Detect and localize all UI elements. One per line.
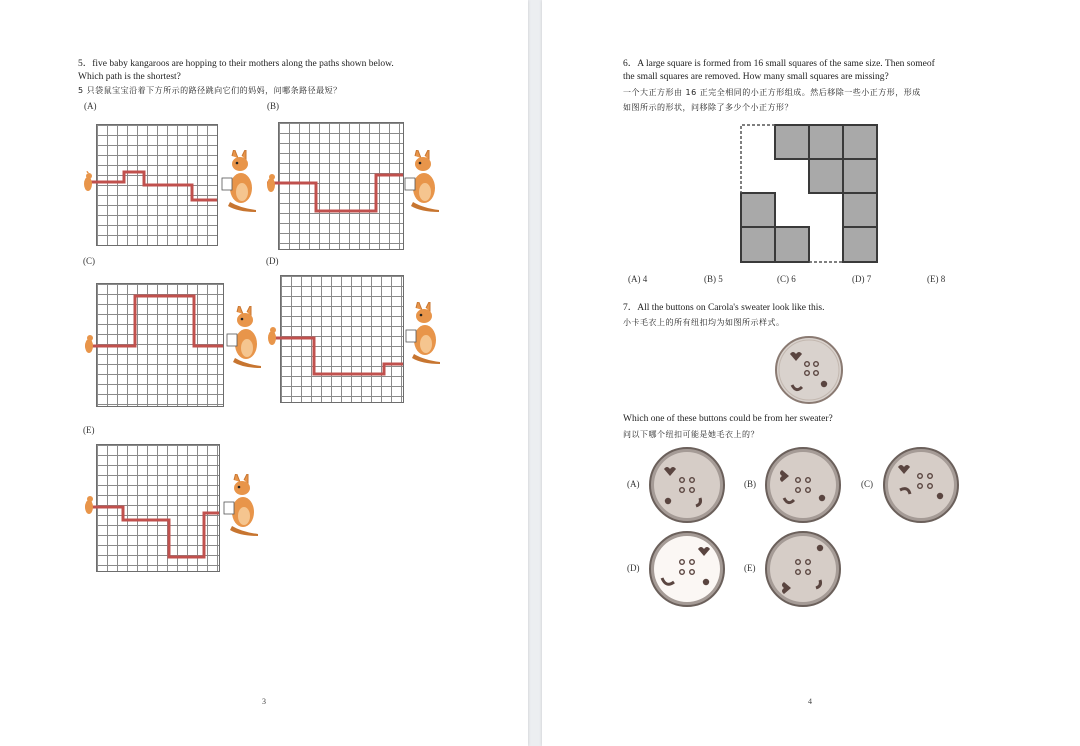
q6-option-d: (D) 7 <box>852 274 872 284</box>
button-c-icon[interactable] <box>882 446 960 524</box>
mother-kangaroo-icon <box>404 302 444 366</box>
q6-text-line2: the small squares are removed. How many small squares are missing? <box>623 72 889 82</box>
page-3 <box>0 0 528 746</box>
grid-b <box>278 122 404 250</box>
q7-option-label-e: (E) <box>744 563 756 573</box>
mother-kangaroo-icon <box>220 150 260 214</box>
mother-kangaroo-icon <box>222 474 262 538</box>
q7-text-line2: Which one of these buttons could be from her sweater? <box>623 414 833 424</box>
baby-kangaroo-icon <box>82 494 96 516</box>
page-number: 3 <box>262 697 266 706</box>
q7-text-line1: 7．All the buttons on Carola's sweater look like this. <box>623 303 825 313</box>
baby-kangaroo-icon <box>81 171 95 193</box>
q6-square-figure <box>736 122 886 268</box>
option-label-d: (D) <box>266 256 279 266</box>
q7-option-label-d: (D) <box>627 563 640 573</box>
baby-kangaroo-icon <box>265 325 279 347</box>
grid-c <box>96 283 224 407</box>
page-4 <box>542 0 1080 746</box>
mother-kangaroo-icon <box>403 150 443 214</box>
path-a <box>97 125 217 245</box>
option-label-a: (A) <box>84 101 97 111</box>
option-label-c: (C) <box>83 256 95 266</box>
grid-d <box>280 275 404 403</box>
baby-kangaroo-icon <box>264 172 278 194</box>
path-e <box>97 445 219 571</box>
button-b-icon[interactable] <box>764 446 842 524</box>
q6-text-line1: 6．A large square is formed from 16 small squares of the same size. Then someof <box>623 59 935 69</box>
option-label-e: (E) <box>83 425 95 435</box>
button-d-icon[interactable] <box>648 530 726 608</box>
q6-option-a: (A) 4 <box>628 274 648 284</box>
q6-option-c: (C) 6 <box>777 274 796 284</box>
path-c <box>97 284 223 406</box>
button-e-icon[interactable] <box>764 530 842 608</box>
grid-e <box>96 444 220 572</box>
q5-text-line1: 5．five baby kangaroos are hopping to their mothers along the paths shown below. <box>78 59 394 69</box>
q7-option-label-b: (B) <box>744 479 756 489</box>
q5-text-cn: 5 只袋鼠宝宝沿着下方所示的路径跳向它们的妈妈，问哪条路径最短？ <box>78 86 342 95</box>
baby-kangaroo-icon <box>82 333 96 355</box>
path-b <box>279 123 403 249</box>
q6-option-b: (B) 5 <box>704 274 723 284</box>
q7-option-label-c: (C) <box>861 479 873 489</box>
option-label-b: (B) <box>267 101 279 111</box>
q5-text-line2: Which path is the shortest? <box>78 72 181 82</box>
q6-text-cn1: 一个大正方形由 16 正完全相同的小正方形组成。然后移除一些小正方形，形成 <box>623 88 921 97</box>
button-a-icon[interactable] <box>648 446 726 524</box>
q7-option-label-a: (A) <box>627 479 640 489</box>
q6-option-e: (E) 8 <box>927 274 946 284</box>
reference-button-icon <box>774 335 844 405</box>
q6-text-cn2: 如图所示的形状，问移除了多少个小正方形？ <box>623 103 793 112</box>
q7-text-cn1: 小卡毛衣上的所有纽扣均为如图所示样式。 <box>623 318 785 327</box>
path-d <box>281 276 403 402</box>
q7-text-cn2: 问以下哪个纽扣可能是她毛衣上的？ <box>623 430 759 439</box>
mother-kangaroo-icon <box>225 306 265 370</box>
grid-a <box>96 124 218 246</box>
page-number: 4 <box>808 697 812 706</box>
